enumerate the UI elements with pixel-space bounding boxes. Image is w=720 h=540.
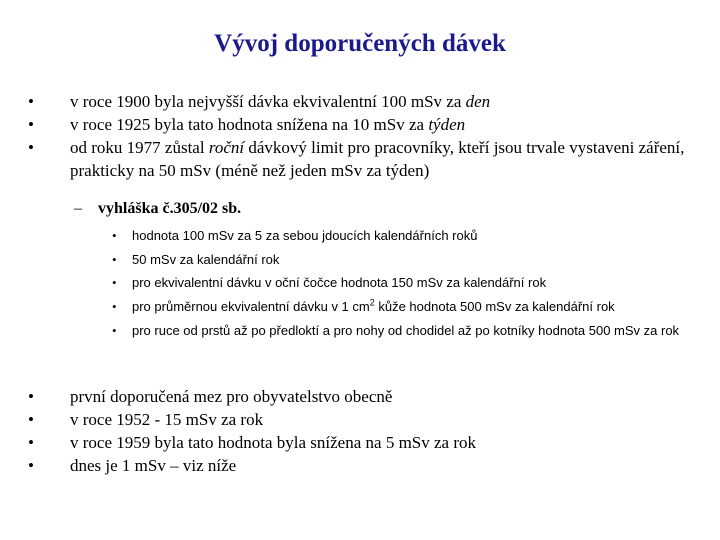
superscript: 2 — [369, 297, 375, 308]
bullet-marker: • — [28, 92, 34, 111]
item-text: pro ekvivalentní dávku v oční čočce hodnota 150 mSv za kalendářní rok — [132, 275, 547, 290]
bullet-marker: • — [28, 387, 34, 406]
sub-heading-text: vyhláška č.305/02 sb. — [98, 200, 242, 217]
item-text: dávkový limit pro pracovníky, kteří jsou trvale vystaveni záření, prakticky na 50 mSv (méně než jeden mSv za týden) — [70, 138, 685, 180]
item-emphasis: roční — [208, 138, 245, 157]
list-item — [28, 431, 708, 454]
item-text: od roku 1977 zůstal — [70, 138, 209, 157]
bullet-marker: • — [28, 410, 34, 429]
list-item — [112, 318, 692, 340]
slide-title: Vývoj doporučených dávek — [214, 30, 506, 57]
item-text: 50 mSv za kalendářní rok — [132, 251, 280, 267]
item-text: v roce 1959 byla tato hodnota byla snížena na 5 mSv za rok — [70, 433, 476, 452]
bottom-bullet-list — [28, 385, 708, 477]
bullet-marker: • — [112, 275, 117, 290]
list-item — [28, 454, 708, 477]
bullet-marker: • — [112, 323, 117, 338]
top-bullet-list — [28, 90, 708, 182]
list-item — [28, 408, 708, 431]
item-text: v roce 1900 byla nejvyšší dávka ekvivalentní 100 mSv za — [70, 92, 466, 111]
list-item — [112, 224, 692, 248]
list-item — [112, 248, 692, 272]
bullet-marker: • — [112, 298, 117, 314]
item-text: pro ruce od prstů až po předloktí a pro nohy od chodidel až po kotníky hodnota 500 mSv za rok — [132, 323, 680, 338]
list-item — [28, 90, 708, 113]
item-text: hodnota 100 mSv za 5 za sebou jdoucích kalendářních roků — [132, 228, 478, 243]
item-text: dnes je 1 mSv – viz níže — [70, 456, 237, 475]
bullet-marker: • — [28, 456, 34, 475]
item-text: první doporučená mez pro obyvatelstvo obecně — [70, 387, 393, 406]
bullet-marker: • — [28, 115, 34, 134]
sub-heading — [74, 200, 241, 218]
list-item — [28, 136, 708, 182]
list-item — [112, 295, 692, 319]
regulation-list — [112, 224, 692, 340]
bullet-marker: • — [28, 138, 34, 157]
bullet-marker: • — [28, 433, 34, 452]
item-text: v roce 1925 byla tato hodnota snížena na 10 mSv za — [70, 115, 429, 134]
item-text: pro průměrnou ekvivalentní dávku v 1 cm — [132, 298, 370, 314]
bullet-marker: • — [112, 228, 117, 243]
item-emphasis: týden — [428, 115, 466, 134]
item-emphasis: den — [465, 92, 491, 111]
item-text: v roce 1952 - 15 mSv za rok — [70, 410, 264, 429]
list-item — [28, 113, 708, 136]
item-text: kůže hodnota 500 mSv za kalendářní rok — [374, 298, 615, 314]
list-item — [28, 385, 708, 408]
bullet-marker: • — [112, 251, 117, 267]
list-item — [112, 271, 692, 295]
dash-marker: – — [74, 200, 82, 217]
